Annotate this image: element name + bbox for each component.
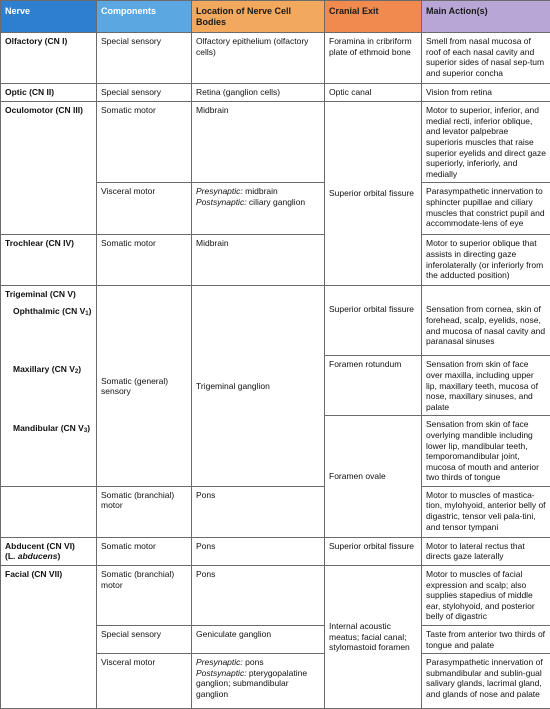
location-facial-sensory: Geniculate ganglion <box>192 626 325 654</box>
nerve-oculomotor: Oculomotor (CN III) <box>1 102 97 235</box>
row-oculomotor-somatic <box>1 102 550 183</box>
header-components: Components <box>97 1 192 33</box>
row-optic <box>1 84 550 102</box>
component-abducent: Somatic motor <box>97 537 192 565</box>
presynaptic-value: midbrain <box>243 186 278 196</box>
location-oculomotor-somatic: Midbrain <box>192 102 325 183</box>
row-facial-motor <box>1 566 550 626</box>
nerve-optic: Optic (CN II) <box>1 84 97 102</box>
postsynaptic-label: Postsynaptic: <box>196 197 247 207</box>
trigeminal-ophthalmic-label: Ophthalmic (CN $V_1$) <box>5 306 92 320</box>
action-oculomotor-somatic: Motor to superior, inferior, and medial recti, inferior oblique, and levator palpebrae superioris muscles that raise superior eyelids and direct gaze superiorly, inferiorly, and medially <box>422 102 550 183</box>
trigeminal-mandibular-label: Mandibular (CN $V_3$) <box>5 423 92 437</box>
exit-foramen-rotundum: Foramen rotundum <box>325 356 422 416</box>
action-trigeminal-motor: Motor to muscles of mastica-tion, mylohyoid, anterior belly of digastric, tensor veli pala-tini, and tensor tympani <box>422 486 550 537</box>
action-facial-motor: Motor to muscles of facial expression and scalp; also supplies stapedius of middle ear, stylohyoid, and posterior belly of digastric <box>422 566 550 626</box>
nerve-abducent: Abducent (CN VI) (L. abducens) <box>1 537 97 565</box>
nerve-olfactory: Olfactory (CN I) <box>1 33 97 84</box>
postsynaptic-value: ciliary ganglion <box>247 197 306 207</box>
action-facial-sensory: Taste from anterior two thirds of tongue and palate <box>422 626 550 654</box>
header-row <box>1 1 550 33</box>
exit-trigeminal-ophthalmic: Superior orbital fissure <box>325 286 422 356</box>
nerve-facial: Facial (CN VII) <box>1 566 97 709</box>
exit-abducent: Superior orbital fissure <box>325 537 422 565</box>
trigeminal-maxillary-label: Maxillary (CN $V_2$) <box>5 364 92 378</box>
row-olfactory <box>1 33 550 84</box>
component-oculomotor-somatic: Somatic motor <box>97 102 192 183</box>
action-oculomotor-visceral: Parasympathetic innervation to sphincter pupillae and ciliary muscles that constrict pupil and accommodate-lens of eye <box>422 183 550 235</box>
exit-olfactory: Foramina in cribriform plate of ethmoid bone <box>325 33 422 84</box>
nerve-trigeminal <box>1 286 97 487</box>
trigeminal-name: Trigeminal (CN V) <box>5 289 76 299</box>
exit-superior-orbital-fissure: Superior orbital fissure <box>325 102 422 286</box>
header-main-actions: Main Action(s) <box>422 1 550 33</box>
location-facial-visceral <box>192 654 325 709</box>
component-trigeminal-sensory: Somatic (general) sensory <box>97 286 192 487</box>
location-oculomotor-visceral <box>192 183 325 235</box>
component-oculomotor-visceral: Visceral motor <box>97 183 192 235</box>
action-trigeminal-mandibular: Sensation from skin of face overlying mandible including lower lip, mandibular teeth, temporomandibular joint, mucosa of mouth and anterior two thirds of tongue <box>422 416 550 487</box>
component-optic: Special sensory <box>97 84 192 102</box>
location-olfactory: Olfactory epithelium (olfactory cells) <box>192 33 325 84</box>
header-location: Location of Nerve Cell Bodies <box>192 1 325 33</box>
location-trigeminal-motor: Pons <box>192 486 325 537</box>
action-olfactory: Smell from nasal mucosa of roof of each nasal cavity and superior sides of nasal sep-tum and superior concha <box>422 33 550 84</box>
exit-optic: Optic canal <box>325 84 422 102</box>
presynaptic-label: Presynaptic: <box>196 186 243 196</box>
action-optic: Vision from retina <box>422 84 550 102</box>
exit-foramen-ovale: Foramen ovale <box>325 416 422 538</box>
action-trochlear: Motor to superior oblique that assists in directing gaze inferolaterally (or inferiorly from the adducted position) <box>422 235 550 286</box>
row-trochlear <box>1 235 550 286</box>
action-trigeminal-ophthalmic: Sensation from cornea, skin of forehead, scalp, eyelids, nose, and mucosa of nasal cavity and paranasal sinuses <box>422 286 550 356</box>
facial-presynaptic-value: pons <box>243 657 264 667</box>
facial-presynaptic-label: Presynaptic: <box>196 657 243 667</box>
action-trigeminal-maxillary: Sensation from skin of face over maxilla, including upper lip, maxillary teeth, mucosa of nose, maxillary sinuses, and palate <box>422 356 550 416</box>
location-trochlear: Midbrain <box>192 235 325 286</box>
location-facial-motor: Pons <box>192 566 325 626</box>
facial-postsynaptic-value: pterygopalatine ganglion; submandibular ganglion <box>196 668 307 699</box>
location-abducent: Pons <box>192 537 325 565</box>
location-optic: Retina (ganglion cells) <box>192 84 325 102</box>
row-trigeminal-ophthalmic <box>1 286 550 356</box>
row-trigeminal-motor <box>1 486 550 537</box>
action-facial-visceral: Parasympathetic innervation of submandibular and sublin-gual salivary glands, lacrimal gland, and glands of nose and palate <box>422 654 550 709</box>
action-abducent: Motor to lateral rectus that directs gaze laterally <box>422 537 550 565</box>
component-facial-motor: Somatic (branchial) motor <box>97 566 192 626</box>
nerve-trochlear: Trochlear (CN IV) <box>1 235 97 286</box>
location-trigeminal-sensory: Trigeminal ganglion <box>192 286 325 487</box>
component-trigeminal-motor: Somatic (branchial) motor <box>97 486 192 537</box>
header-nerve: Nerve <box>1 1 97 33</box>
header-cranial-exit: Cranial Exit <box>325 1 422 33</box>
component-facial-sensory: Special sensory <box>97 626 192 654</box>
exit-facial: Internal acoustic meatus; facial canal; stylomastoid foramen <box>325 566 422 709</box>
component-trochlear: Somatic motor <box>97 235 192 286</box>
row-abducent <box>1 537 550 565</box>
component-facial-visceral: Visceral motor <box>97 654 192 709</box>
component-olfactory: Special sensory <box>97 33 192 84</box>
facial-postsynaptic-label: Postsynaptic: <box>196 668 247 678</box>
nerve-trigeminal-motor-blank <box>1 486 97 537</box>
